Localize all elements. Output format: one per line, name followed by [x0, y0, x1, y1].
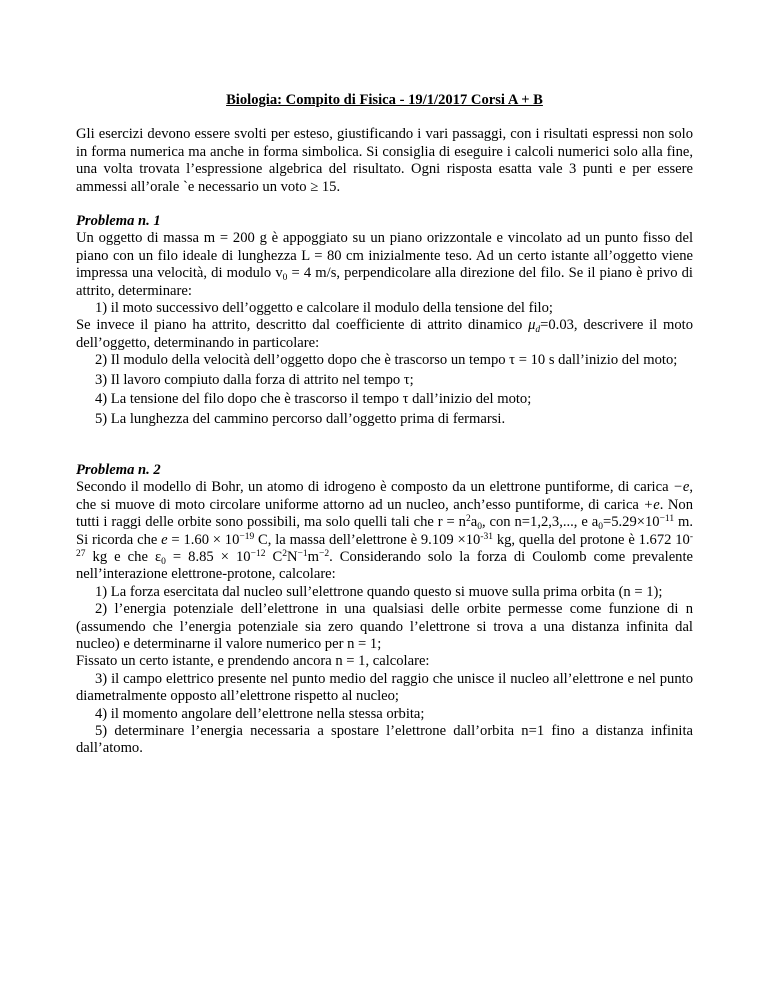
instructions-paragraph: Gli esercizi devono essere svolti per esteso, giustificando i vari passaggi, con i risultati espressi non solo in forma numerica ma anche in forma simbolica. Si consiglia di eseguire i calcoli numerici solo alla fine, una volta trovata l’espressione algebrica del risultato. Ogni risposta esatta vale 3 punti e per essere ammessi all’orale `e necessario un voto ≥ 15. [76, 126, 693, 195]
problem-2-statement: Secondo il modello di Bohr, un atomo di idrogeno è composto da un elettrone puntiforme, di carica −e, che si muove di moto circolare uniforme attorno ad un nucleo, anch’esso puntiforme, di carica +e. Non tutti i raggi delle orbite sono possibili, ma solo quelli tali che $r = n^2a_0$, con n=1,2,3,..., e $a_0=5.29\times 10^{-11}$ m. Si ricorda che $e = 1.60 \times 10^{-19}$ C, la massa dell’elettrone è $9.109 \times 10^{-31}$ kg, quella del protone è 1.672 $10^{-27}$ kg e che $\varepsilon_0 = 8.85 \times 10^{-12}$ $C^2N^{-1}m^{-2}$. Considerando solo la forza di Coulomb come prevalente nell’interazione elettrone-protone, calcolare: [76, 479, 694, 583]
problem-1-question-1: 1) il moto successivo dell’oggetto e calcolare il modulo della tensione del filo; [95, 300, 553, 317]
problem-1-statement: Un oggetto di massa m = 200 g è appoggiato su un piano orizzontale e vincolato ad un punto fisso del piano con un filo ideale di lunghezza L = 80 cm inizialmente teso. Ad un certo istante all’oggetto viene impressa una velocità, di modulo $v_0 = 4$ m/s, perpendicolare alla direzione del filo. Se il piano è privo di attrito, determinare: [76, 230, 693, 299]
problem-2-question-3: 3) il campo elettrico presente nel punto medio del raggio che unisce il nucleo all’elettrone e nel punto diametralmente opposto all’elettrone rispetto al nucleo; [76, 670, 693, 705]
problem-1-heading: Problema n. 1 [76, 213, 161, 230]
problem-1-friction-statement: Se invece il piano ha attrito, descritto dal coefficiente di attrito dinamico $\mu_d=0.03$, descrivere il moto dell’oggetto, determinando in particolare: [76, 317, 693, 351]
problem-2-heading: Problema n. 2 [76, 461, 161, 478]
problem-2-question-2: 2) l’energia potenziale dell’elettrone in una qualsiasi delle orbite permesse come funzione di n (assumendo che l’energia potenziale sia zero quando l’elettrone si trova a una distanza infinita dal nucleo) e determinarne il valore numerico per n = 1; [76, 601, 693, 652]
problem-2-question-5: 5) determinare l’energia necessaria a spostare l’elettrone dall’orbita n=1 fino a distanza infinita dall’atomo. [76, 723, 693, 757]
exam-title: Biologia: Compito di Fisica - 19/1/2017 Corsi A + B [226, 92, 543, 108]
problem-1-question-2: 2) Il modulo della velocità dell’oggetto dopo che è trascorso un tempo τ = 10 s dall’inizio del moto; [95, 352, 678, 369]
exam-page [76, 92, 693, 758]
problem-1-question-5: 5) La lunghezza del cammino percorso dall’oggetto prima di fermarsi. [95, 410, 506, 427]
problem-2-fixed-instant: Fissato un certo istante, e prendendo ancora n = 1, calcolare: [76, 653, 430, 670]
problem-1-question-4: 4) La tensione del filo dopo che è trascorso il tempo τ dall’inizio del moto; [95, 391, 532, 408]
section-spacer [76, 428, 693, 462]
problem-2-question-1: 1) La forza esercitata dal nucleo sull’elettrone quando questo si muove sulla prima orbita (n = 1); [95, 583, 663, 600]
problem-1-question-3: 3) Il lavoro compiuto dalla forza di attrito nel tempo τ; [95, 371, 414, 388]
problem-2-question-4: 4) il momento angolare dell’elettrone nella stessa orbita; [95, 705, 425, 722]
